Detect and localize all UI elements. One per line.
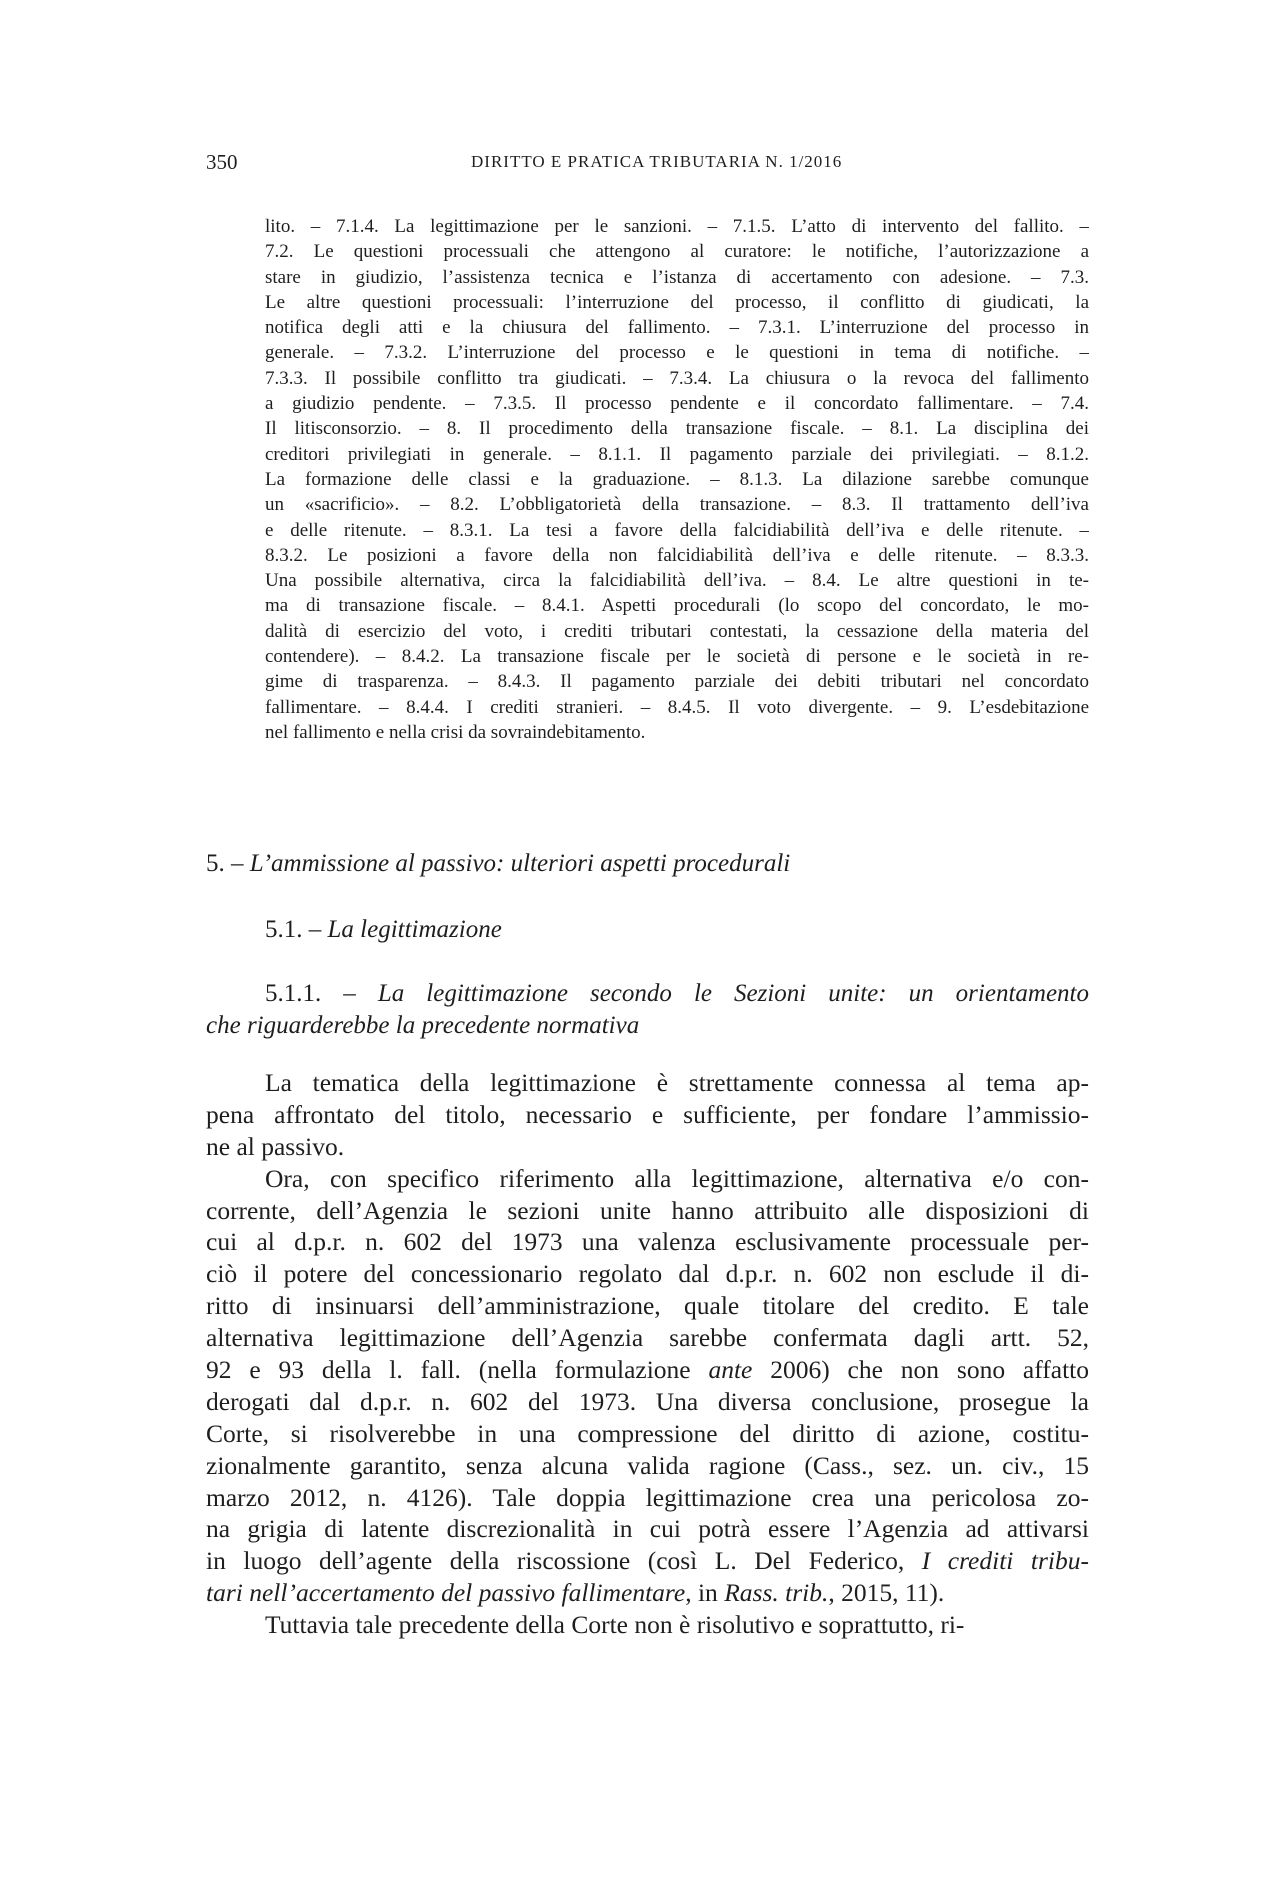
summary-line: contendere). – 8.4.2. La transazione fiscale per le società di persone e le società in re-	[265, 646, 1089, 668]
summary-line: un «sacrificio». – 8.2. L’obbligatorietà della transazione. – 8.3. Il trattamento dell’iva	[265, 494, 1089, 516]
body-line: alternativa legittimazione dell’Agenzia sarebbe confermata dagli artt. 52,	[206, 1323, 1089, 1353]
summary-line: creditori privilegiati in generale. – 8.1.1. Il pagamento parziale dei privilegiati. – 8.1.2.	[265, 443, 1089, 465]
subsubsection-title: La legittimazione secondo le Sezioni unite: un orientamento	[377, 980, 1089, 1007]
body-text-run: , 2015, 11).	[828, 1578, 945, 1608]
subsection-title: La legittimazione	[327, 916, 502, 943]
body-line: Corte, si risolverebbe in una compressione del diritto di azione, costitu-	[206, 1418, 1089, 1448]
summary-line: dalità di esercizio del voto, i crediti tributari contestati, la cessazione della materia del	[265, 620, 1089, 642]
subsubsection-title-continued: che riguarderebbe la precedente normativa	[206, 1012, 640, 1039]
summary-line: Una possibile alternativa, circa la falcidiabilità dell’iva. – 8.4. Le altre questioni in te-	[265, 570, 1089, 592]
journal-abbreviation: Rass. trib.	[724, 1578, 829, 1608]
summary-line: e delle ritenute. – 8.3.1. La tesi a favore della falcidiabilità dell’iva e delle ritenute. –	[265, 519, 1089, 541]
body-line: pena affrontato del titolo, necessario e sufficiente, per fondare l’ammissio-	[206, 1099, 1089, 1129]
body-line: ne al passivo.	[206, 1131, 345, 1161]
citation-title: tari nell’accertamento del passivo fallimentare	[206, 1578, 686, 1608]
body-line	[206, 1577, 1089, 1609]
summary-line: 7.2. Le questioni processuali che attengono al curatore: le notifiche, l’autorizzazione a	[265, 241, 1089, 263]
body-line: ciò il potere del concessionario regolato dal d.p.r. n. 602 non esclude il di-	[206, 1259, 1089, 1289]
section-heading	[206, 848, 790, 880]
body-line: La tematica della legittimazione è strettamente connessa al tema ap-	[265, 1068, 1089, 1097]
subsection-heading	[265, 914, 502, 946]
subsubsection-number: 5.1.1. –	[265, 980, 356, 1007]
body-text	[206, 1067, 1089, 1641]
body-line	[206, 1545, 1089, 1577]
body-line: Ora, con specifico riferimento alla legittimazione, alternativa e/o con-	[265, 1163, 1089, 1193]
summary-line: 8.3.2. Le posizioni a favore della non falcidiabilità dell’iva e delle ritenute. – 8.3.3.	[265, 544, 1089, 566]
body-line: zionalmente garantito, senza alcuna valida ragione (Cass., sez. un. civ., 15	[206, 1450, 1089, 1480]
section-number: 5. –	[206, 850, 244, 877]
section-title: L’ammissione al passivo: ulteriori aspetti procedurali	[249, 850, 791, 877]
body-text-run: 2006) che non sono affatto	[752, 1355, 1089, 1385]
page-number: 350	[206, 150, 238, 174]
summary-line: lito. – 7.1.4. La legittimazione per le sanzioni. – 7.1.5. L’atto di intervento del fallito. –	[265, 216, 1089, 237]
body-line: marzo 2012, n. 4126). Tale doppia legittimazione crea una pericolosa zo-	[206, 1482, 1089, 1512]
body-line: Tuttavia tale precedente della Corte non è risolutivo e soprattutto, ri-	[265, 1610, 965, 1640]
summary-line: ma di transazione fiscale. – 8.4.1. Aspetti procedurali (lo scopo del concordato, le mo-	[265, 595, 1089, 617]
summary-line: Le altre questioni processuali: l’interruzione del processo, il conflitto di giudicati, la	[265, 291, 1089, 313]
article-summary	[265, 214, 1089, 745]
subsubsection-heading-line	[265, 978, 1089, 1010]
summary-line: 7.3.3. Il possibile conflitto tra giudicati. – 7.3.4. La chiusura o la revoca del fallimento	[265, 367, 1089, 389]
body-text-run: 92 e 93 della l. fall. (nella formulazione	[206, 1355, 709, 1385]
body-text-italic: ante	[708, 1355, 753, 1385]
summary-line: Il litisconsorzio. – 8. Il procedimento della transazione fiscale. – 8.1. La disciplina dei	[265, 418, 1089, 440]
running-header	[206, 148, 1112, 176]
body-line: na grigia di latente discrezionalità in cui potrà essere l’Agenzia ad attivarsi	[206, 1514, 1089, 1544]
summary-line: gime di trasparenza. – 8.4.3. Il pagamento parziale dei debiti tributari nel concordato	[265, 671, 1089, 693]
body-text-run: , in	[685, 1578, 725, 1608]
summary-line: generale. – 7.3.2. L’interruzione del processo e le questioni in tema di notifiche. –	[265, 342, 1089, 364]
citation-title: I crediti tribu-	[921, 1546, 1089, 1576]
summary-line: La formazione delle classi e la graduazione. – 8.1.3. La dilazione sarebbe comunque	[265, 468, 1089, 490]
summary-line: a giudizio pendente. – 7.3.5. Il processo pendente e il concordato fallimentare. – 7.4.	[265, 393, 1089, 415]
summary-line: nel fallimento e nella crisi da sovraindebitamento.	[265, 721, 646, 743]
body-line: corrente, dell’Agenzia le sezioni unite hanno attribuito alle disposizioni di	[206, 1195, 1089, 1225]
summary-line: notifica degli atti e la chiusura del fallimento. – 7.3.1. L’interruzione del processo in	[265, 317, 1089, 339]
body-line: derogati dal d.p.r. n. 602 del 1973. Una diversa conclusione, prosegue la	[206, 1386, 1089, 1416]
subsection-number: 5.1. –	[265, 916, 322, 943]
body-text-run: in luogo dell’agente della riscossione (così L. Del Federico,	[206, 1546, 922, 1576]
summary-line: fallimentare. – 8.4.4. I crediti stranieri. – 8.4.5. Il voto divergente. – 9. L’esdebitazione	[265, 696, 1089, 718]
body-line: cui al d.p.r. n. 602 del 1973 una valenza esclusivamente processuale per-	[206, 1227, 1089, 1257]
body-line: ritto di insinuarsi dell’amministrazione, quale titolare del credito. E tale	[206, 1291, 1089, 1321]
journal-running-head: DIRITTO E PRATICA TRIBUTARIA N. 1/2016	[471, 152, 843, 171]
subsubsection-heading	[206, 978, 1089, 1042]
summary-line: stare in giudizio, l’assistenza tecnica e l’istanza di accertamento con adesione. – 7.3.	[265, 266, 1089, 288]
body-line	[206, 1354, 1089, 1386]
